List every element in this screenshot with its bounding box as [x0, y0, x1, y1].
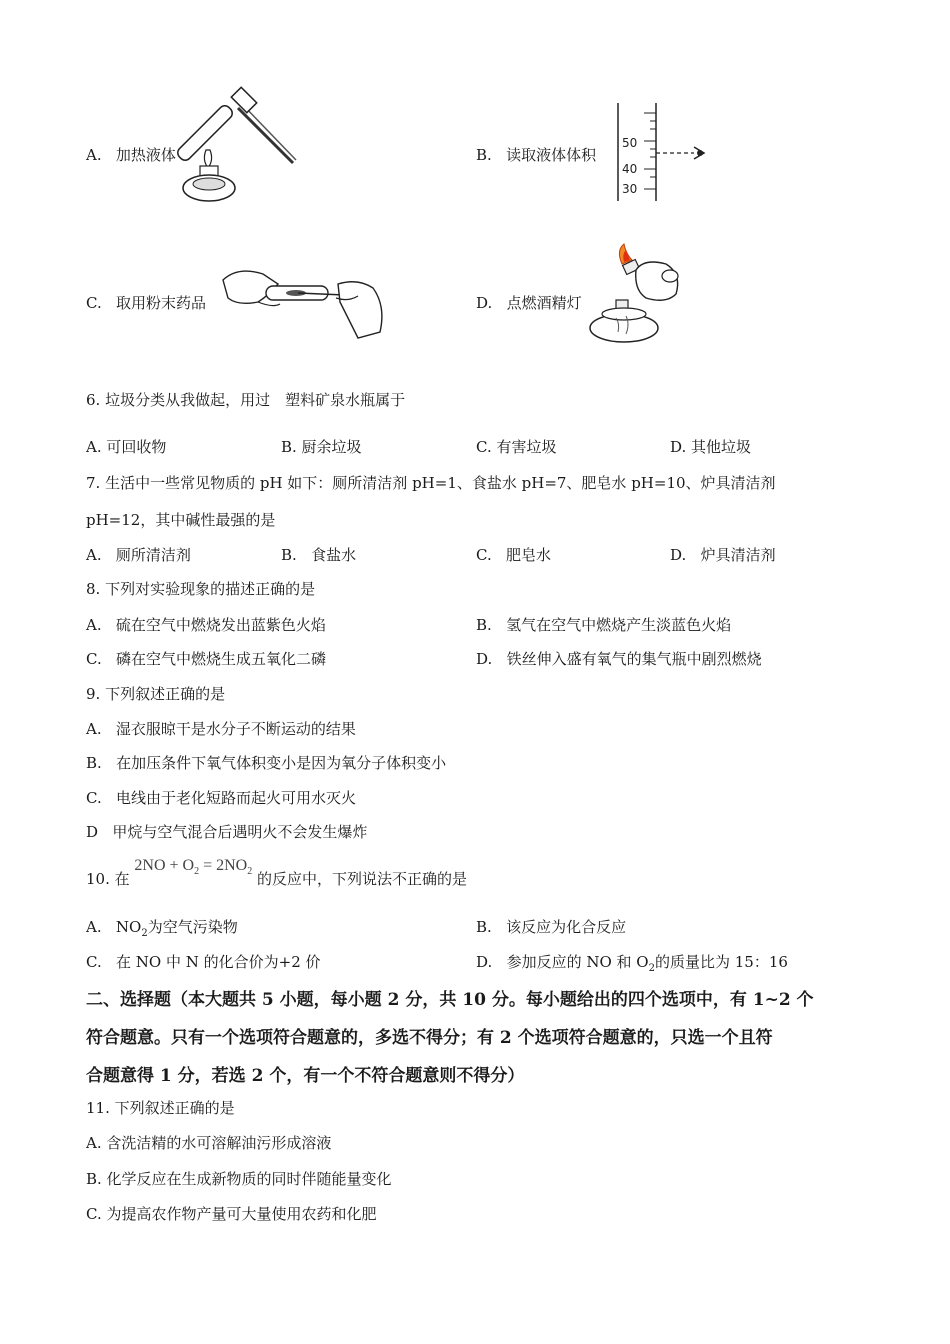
q10-option-a: A. $NO_2$为空气污染物: [86, 918, 238, 939]
chemical-equation: $2NO + O_2 = 2NO_2$: [134, 857, 253, 878]
option-text: 取用粉末药品: [116, 294, 207, 312]
q11-option-c: C. 为提高农作物产量可大量使用农药和化肥: [86, 1205, 377, 1223]
q6-option-d: D. 其他垃圾: [670, 438, 752, 456]
q6-option-c: C. 有害垃圾: [476, 438, 557, 456]
q7-option-c: C. 肥皂水: [476, 546, 552, 564]
q6-option-a: A. 可回收物: [86, 438, 167, 456]
q9-option-c: C. 电线由于老化短路而起火可用水灭火: [86, 789, 357, 807]
scale-label-30: 30: [622, 182, 638, 196]
q10-prefix: 10. 在: [86, 870, 130, 888]
section2-heading-line2: 符合题意。只有一个选项符合题意的，多选不得分；有 2 个选项符合题意的，只选一个且符: [86, 1028, 773, 1048]
option-letter: A.: [86, 146, 102, 164]
q7-option-a: A. 厕所清洁剂: [86, 546, 191, 564]
q8-stem: 8. 下列对实验现象的描述正确的是: [86, 580, 316, 598]
powder-sampling-illustration: [218, 262, 394, 342]
option-text: 读取液体体积: [506, 146, 597, 164]
heating-liquid-illustration: [178, 88, 298, 206]
q11-option-b: B. 化学反应在生成新物质的同时伴随能量变化: [86, 1170, 392, 1188]
q10-suffix: 的反应中，下列说法不正确的是: [257, 870, 468, 888]
option-text: 点燃酒精灯: [506, 294, 582, 312]
q6-stem: 6. 垃圾分类从我做起，用过 塑料矿泉水瓶属于: [86, 391, 406, 409]
lighting-alcohol-lamp-illustration: [586, 244, 690, 346]
q6-option-b: B. 厨余垃圾: [281, 438, 362, 456]
q5-option-d: [476, 292, 582, 313]
q10-stem: [86, 857, 468, 891]
q9-option-b: B. 在加压条件下氧气体积变小是因为氧分子体积变小: [86, 754, 447, 772]
q8-option-c: C. 磷在空气中燃烧生成五氧化二磷: [86, 650, 327, 668]
q7-option-b: B. 食盐水: [281, 546, 357, 564]
q7-stem-line1: 7. 生活中一些常见物质的 pH 如下：厕所清洁剂 pH=1、食盐水 pH=7、肥皂水 pH=10、炉具清洁剂: [86, 474, 776, 492]
section2-heading-line3: 合题意得 1 分，若选 2 个，有一个不符合题意则不得分）: [86, 1066, 525, 1086]
graduated-cylinder-illustration: [612, 103, 722, 203]
q8-option-b: B. 氢气在空气中燃烧产生淡蓝色火焰: [476, 616, 732, 634]
option-letter: C.: [86, 294, 102, 312]
q7-stem-line2: pH=12，其中碱性最强的是: [86, 511, 276, 529]
q11-option-a: A. 含洗洁精的水可溶解油污形成溶液: [86, 1134, 332, 1152]
q5-option-c: [86, 292, 206, 313]
q9-option-d: D 甲烷与空气混合后遇明火不会发生爆炸: [86, 823, 368, 841]
q9-option-a: A. 湿衣服晾干是水分子不断运动的结果: [86, 720, 356, 738]
q11-stem: 11. 下列叙述正确的是: [86, 1099, 235, 1117]
q5-option-b: [476, 144, 596, 165]
q8-option-d: D. 铁丝伸入盛有氧气的集气瓶中剧烈燃烧: [476, 650, 762, 668]
q7-option-d: D. 炉具清洁剂: [670, 546, 776, 564]
option-letter: B.: [476, 146, 492, 164]
q10-option-d: D. 参加反应的 NO 和 $O_2$的质量比为 15：16: [476, 953, 788, 974]
section2-heading-line1: 二、选择题（本大题共 5 小题，每小题 2 分，共 10 分。每小题给出的四个选项中，有 1~2 个: [86, 990, 814, 1010]
scale-label-50: 50: [622, 136, 638, 150]
q8-option-a: A. 硫在空气中燃烧发出蓝紫色火焰: [86, 616, 326, 634]
option-letter: D.: [476, 294, 493, 312]
q10-option-b: B. 该反应为化合反应: [476, 918, 627, 936]
q9-stem: 9. 下列叙述正确的是: [86, 685, 226, 703]
q5-option-a: [86, 144, 176, 165]
q10-option-c: C. 在 NO 中 N 的化合价为+2 价: [86, 953, 321, 971]
scale-label-40: 40: [622, 162, 638, 176]
option-text: 加热液体: [115, 146, 176, 164]
